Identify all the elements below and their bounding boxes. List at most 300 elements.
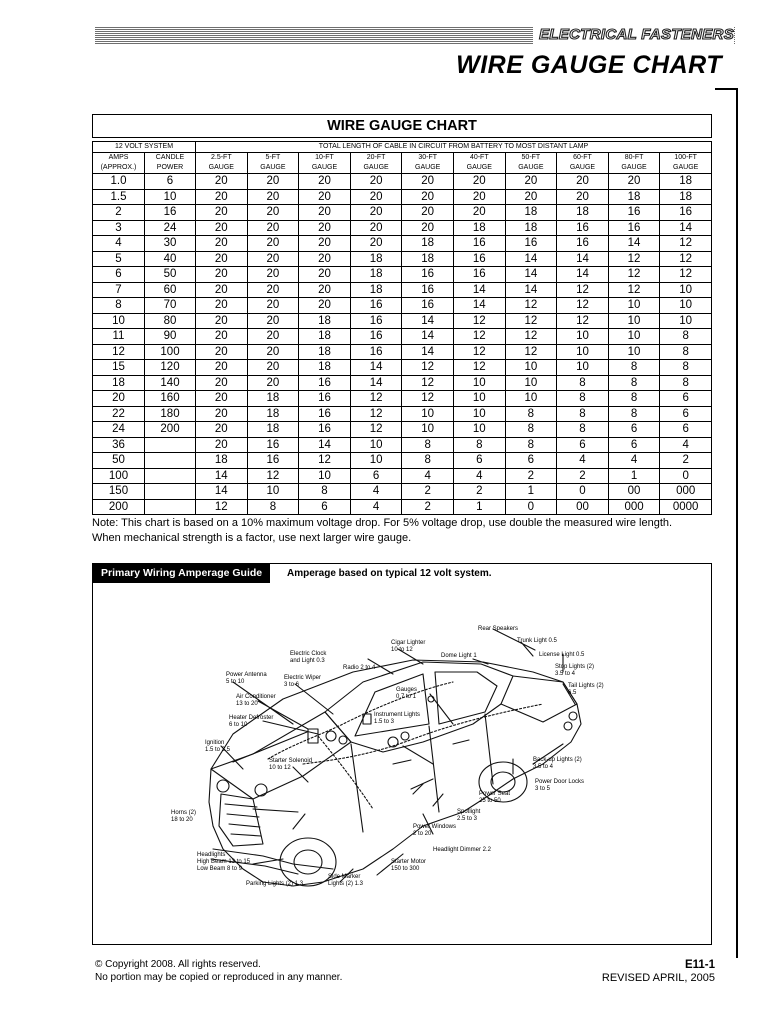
cell-gauge: 18 <box>402 236 454 252</box>
cell-amps: 100 <box>93 468 145 484</box>
cell-gauge: 14 <box>660 220 712 236</box>
cell-candle-power: 80 <box>145 313 196 329</box>
table-row <box>93 422 712 438</box>
cell-gauge: 2 <box>453 484 505 500</box>
cell-gauge: 12 <box>402 375 454 391</box>
cell-amps: 50 <box>93 453 145 469</box>
cell-gauge: 8 <box>660 329 712 345</box>
header-gauge-4: GAUGE <box>402 163 454 174</box>
cell-gauge: 16 <box>299 375 351 391</box>
cell-gauge: 8 <box>247 499 299 515</box>
label-dome-light: Dome Light 1 <box>441 653 477 659</box>
cell-gauge: 12 <box>350 406 402 422</box>
cell-gauge: 20 <box>350 220 402 236</box>
cell-gauge: 14 <box>402 344 454 360</box>
header-row-group <box>93 142 712 153</box>
cell-gauge: 12 <box>402 391 454 407</box>
cell-gauge: 12 <box>196 499 248 515</box>
cell-gauge: 14 <box>453 282 505 298</box>
cell-candle-power <box>145 499 196 515</box>
header-amps: AMPS <box>93 153 145 164</box>
cell-gauge: 10 <box>247 484 299 500</box>
cell-gauge: 20 <box>402 220 454 236</box>
table-row <box>93 267 712 283</box>
label-gauges: Gauges 0.7 to 1 <box>396 687 418 700</box>
cell-candle-power: 160 <box>145 391 196 407</box>
cell-candle-power: 60 <box>145 282 196 298</box>
cell-gauge: 20 <box>247 360 299 376</box>
table-row <box>93 174 712 190</box>
cell-gauge: 20 <box>247 251 299 267</box>
cell-gauge: 20 <box>505 189 557 205</box>
table-row <box>93 437 712 453</box>
table-row <box>93 360 712 376</box>
cell-gauge: 12 <box>505 329 557 345</box>
note-line-1: Note: This chart is based on a 10% maximum voltage drop. For 5% voltage drop, use double the measured wire length. <box>92 517 673 529</box>
label-tail-lights: Tail Lights (2) 6.5 <box>568 683 604 696</box>
cell-gauge: 20 <box>247 375 299 391</box>
cell-gauge: 20 <box>247 236 299 252</box>
cell-gauge: 20 <box>402 205 454 221</box>
cell-gauge: 20 <box>299 282 351 298</box>
cell-gauge: 10 <box>608 329 660 345</box>
margin-rule-vertical <box>736 88 738 958</box>
cell-gauge: 18 <box>350 251 402 267</box>
cell-gauge: 00 <box>608 484 660 500</box>
cell-gauge: 20 <box>196 437 248 453</box>
cell-gauge: 16 <box>299 422 351 438</box>
cell-gauge: 20 <box>402 174 454 190</box>
cell-gauge: 20 <box>299 298 351 314</box>
cell-gauge: 0 <box>557 484 609 500</box>
cell-gauge: 18 <box>505 205 557 221</box>
header-gauge-5: GAUGE <box>453 163 505 174</box>
header-row-2 <box>93 163 712 174</box>
cell-gauge: 8 <box>453 437 505 453</box>
header-length-6: 50-FT <box>505 153 557 164</box>
cell-gauge: 20 <box>350 236 402 252</box>
revised-date: REVISED APRIL, 2005 <box>601 972 715 984</box>
header-gauge-8: GAUGE <box>608 163 660 174</box>
cell-candle-power: 180 <box>145 406 196 422</box>
cell-gauge: 16 <box>660 205 712 221</box>
cell-gauge: 12 <box>453 329 505 345</box>
cell-gauge: 16 <box>453 251 505 267</box>
label-electric-wiper: Electric Wiper 3 to 6 <box>284 675 322 688</box>
cell-gauge: 18 <box>557 205 609 221</box>
cell-gauge: 20 <box>247 267 299 283</box>
cell-gauge: 10 <box>453 375 505 391</box>
cell-amps: 6 <box>93 267 145 283</box>
label-stop-lights: Stop Lights (2) 3.5 to 4 <box>555 664 595 677</box>
cell-gauge: 6 <box>557 437 609 453</box>
cell-gauge: 14 <box>505 251 557 267</box>
table-row <box>93 251 712 267</box>
cell-gauge: 16 <box>350 329 402 345</box>
cell-gauge: 20 <box>557 189 609 205</box>
header-length-3: 20-FT <box>350 153 402 164</box>
cell-amps: 2 <box>93 205 145 221</box>
cell-gauge: 14 <box>350 375 402 391</box>
cell-gauge: 2 <box>402 484 454 500</box>
table-row <box>93 189 712 205</box>
cell-candle-power: 140 <box>145 375 196 391</box>
cell-gauge: 1 <box>453 499 505 515</box>
copy-notice: No portion may be copied or reproduced in any manner. <box>95 971 343 983</box>
cell-gauge: 2 <box>505 468 557 484</box>
cell-gauge: 16 <box>608 220 660 236</box>
cell-candle-power: 200 <box>145 422 196 438</box>
cell-gauge: 18 <box>299 360 351 376</box>
cell-gauge: 20 <box>247 298 299 314</box>
cell-candle-power: 120 <box>145 360 196 376</box>
table-row <box>93 391 712 407</box>
cell-gauge: 12 <box>505 344 557 360</box>
cell-gauge: 16 <box>505 236 557 252</box>
cell-gauge: 14 <box>350 360 402 376</box>
cell-gauge: 18 <box>350 282 402 298</box>
cell-amps: 15 <box>93 360 145 376</box>
cell-gauge: 000 <box>660 484 712 500</box>
cell-gauge: 8 <box>557 391 609 407</box>
cell-amps: 20 <box>93 391 145 407</box>
cell-gauge: 2 <box>660 453 712 469</box>
cell-gauge: 10 <box>557 344 609 360</box>
cell-gauge: 18 <box>402 251 454 267</box>
cell-gauge: 20 <box>247 344 299 360</box>
label-horns: Horns (2) 18 to 20 <box>171 810 197 823</box>
label-parking-lights: Parking Lights (2) 1.3 <box>246 881 304 887</box>
header-candle: CANDLE <box>145 153 196 164</box>
header-length-5: 40-FT <box>453 153 505 164</box>
cell-gauge: 20 <box>196 406 248 422</box>
cell-gauge: 18 <box>453 220 505 236</box>
cell-gauge: 00 <box>557 499 609 515</box>
cell-candle-power <box>145 484 196 500</box>
cell-gauge: 20 <box>299 174 351 190</box>
cell-gauge: 20 <box>196 282 248 298</box>
chart-title: WIRE GAUGE CHART <box>92 114 712 138</box>
cell-candle-power <box>145 437 196 453</box>
label-license-light: License Light 0.5 <box>539 652 585 658</box>
cell-gauge: 4 <box>402 468 454 484</box>
cell-gauge: 12 <box>350 391 402 407</box>
cell-gauge: 6 <box>660 406 712 422</box>
cell-gauge: 20 <box>299 267 351 283</box>
cell-amps: 18 <box>93 375 145 391</box>
cell-gauge: 8 <box>660 360 712 376</box>
cell-gauge: 10 <box>505 391 557 407</box>
cell-gauge: 18 <box>247 406 299 422</box>
cell-gauge: 4 <box>608 453 660 469</box>
cell-gauge: 20 <box>505 174 557 190</box>
cell-gauge: 6 <box>505 453 557 469</box>
cell-gauge: 16 <box>402 282 454 298</box>
cell-gauge: 14 <box>299 437 351 453</box>
label-starter-solenoid: Starter Solenoid 10 to 12 <box>269 758 313 771</box>
cell-gauge: 20 <box>299 236 351 252</box>
cell-amps: 8 <box>93 298 145 314</box>
cell-gauge: 18 <box>247 391 299 407</box>
cell-gauge: 8 <box>557 422 609 438</box>
cell-gauge: 14 <box>557 267 609 283</box>
cell-gauge: 18 <box>247 422 299 438</box>
cell-gauge: 14 <box>402 329 454 345</box>
header-length-0: 2.5-FT <box>196 153 248 164</box>
cell-gauge: 4 <box>453 468 505 484</box>
cell-gauge: 10 <box>660 313 712 329</box>
cell-gauge: 12 <box>453 360 505 376</box>
page-number: E11-1 <box>684 959 715 971</box>
cell-gauge: 16 <box>350 344 402 360</box>
cell-gauge: 10 <box>608 344 660 360</box>
header-12-volt-system: 12 VOLT SYSTEM <box>93 142 196 153</box>
cell-amps: 10 <box>93 313 145 329</box>
cell-gauge: 0 <box>660 468 712 484</box>
cell-gauge: 2 <box>557 468 609 484</box>
gauge-table-body <box>93 142 712 515</box>
header-gauge-1: GAUGE <box>247 163 299 174</box>
table-row <box>93 236 712 252</box>
cell-candle-power: 50 <box>145 267 196 283</box>
cell-gauge: 4 <box>350 499 402 515</box>
cell-gauge: 12 <box>557 298 609 314</box>
cell-gauge: 6 <box>608 437 660 453</box>
wiring-guide-description: Amperage based on typical 12 volt system. <box>287 568 492 579</box>
cell-gauge: 12 <box>608 282 660 298</box>
label-electric-clock: Electric Clock and Light 0.3 <box>290 651 327 664</box>
label-power-door-locks: Power Door Locks 3 to 5 <box>535 779 585 792</box>
cell-gauge: 8 <box>608 391 660 407</box>
cell-gauge: 14 <box>557 251 609 267</box>
cell-gauge: 16 <box>557 220 609 236</box>
cell-gauge: 14 <box>402 313 454 329</box>
cell-gauge: 16 <box>453 267 505 283</box>
chart-note <box>92 516 722 545</box>
cell-gauge: 20 <box>402 189 454 205</box>
cell-candle-power <box>145 453 196 469</box>
cell-candle-power: 24 <box>145 220 196 236</box>
cell-candle-power: 16 <box>145 205 196 221</box>
page-title: WIRE GAUGE CHART <box>456 51 722 79</box>
cell-gauge: 20 <box>453 205 505 221</box>
cell-gauge: 10 <box>453 406 505 422</box>
cell-gauge: 4 <box>350 484 402 500</box>
margin-rule-horizontal <box>715 88 738 90</box>
cell-candle-power: 10 <box>145 189 196 205</box>
cell-gauge: 10 <box>660 298 712 314</box>
cell-gauge: 12 <box>453 344 505 360</box>
cell-gauge: 16 <box>453 236 505 252</box>
cell-gauge: 4 <box>557 453 609 469</box>
cell-amps: 5 <box>93 251 145 267</box>
cell-gauge: 10 <box>299 468 351 484</box>
cell-gauge: 16 <box>402 267 454 283</box>
label-cigar-lighter: Cigar Lighter 10 to 12 <box>391 640 426 653</box>
label-rear-speakers: Rear Speakers <box>478 626 519 632</box>
table-row <box>93 313 712 329</box>
label-power-windows: Power Windows 2 to 20 <box>413 824 457 837</box>
cell-gauge: 20 <box>196 375 248 391</box>
cell-gauge: 8 <box>505 422 557 438</box>
cell-candle-power: 6 <box>145 174 196 190</box>
cell-gauge: 18 <box>660 174 712 190</box>
cell-gauge: 16 <box>402 298 454 314</box>
cell-gauge: 20 <box>196 313 248 329</box>
table-row <box>93 453 712 469</box>
header-length-9: 100-FT <box>660 153 712 164</box>
cell-gauge: 20 <box>196 189 248 205</box>
cell-gauge: 6 <box>608 422 660 438</box>
table-row <box>93 298 712 314</box>
table-row <box>93 406 712 422</box>
cell-gauge: 8 <box>660 375 712 391</box>
cell-gauge: 6 <box>660 391 712 407</box>
cell-gauge: 20 <box>196 391 248 407</box>
cell-gauge: 10 <box>608 298 660 314</box>
cell-gauge: 10 <box>350 437 402 453</box>
label-instrument-lights: Instrument Lights 1.5 to 3 <box>374 712 421 725</box>
cell-gauge: 6 <box>299 499 351 515</box>
cell-gauge: 18 <box>505 220 557 236</box>
cell-gauge: 10 <box>402 406 454 422</box>
header-length-2: 10-FT <box>299 153 351 164</box>
cell-amps: 22 <box>93 406 145 422</box>
table-row <box>93 484 712 500</box>
cell-amps: 150 <box>93 484 145 500</box>
cell-amps: 4 <box>93 236 145 252</box>
cell-gauge: 16 <box>557 236 609 252</box>
cell-gauge: 12 <box>453 313 505 329</box>
cell-gauge: 20 <box>247 282 299 298</box>
cell-gauge: 18 <box>299 329 351 345</box>
cell-gauge: 14 <box>505 282 557 298</box>
cell-gauge: 20 <box>196 267 248 283</box>
cell-gauge: 12 <box>350 422 402 438</box>
cell-gauge: 20 <box>196 251 248 267</box>
cell-gauge: 10 <box>608 313 660 329</box>
cell-candle-power: 30 <box>145 236 196 252</box>
cell-gauge: 8 <box>402 437 454 453</box>
cell-gauge: 20 <box>247 205 299 221</box>
cell-gauge: 18 <box>608 189 660 205</box>
cell-gauge: 20 <box>453 189 505 205</box>
cell-gauge: 20 <box>196 298 248 314</box>
cell-gauge: 8 <box>557 375 609 391</box>
cell-gauge: 0 <box>505 499 557 515</box>
cell-gauge: 12 <box>402 360 454 376</box>
cell-gauge: 16 <box>299 406 351 422</box>
label-air-conditioner: Air Conditioner 13 to 20 <box>236 694 276 707</box>
copyright-text: © Copyright 2008. All rights reserved. <box>95 959 261 970</box>
cell-candle-power: 70 <box>145 298 196 314</box>
cell-gauge: 14 <box>196 484 248 500</box>
cell-candle-power: 90 <box>145 329 196 345</box>
table-row <box>93 499 712 515</box>
cell-gauge: 20 <box>350 205 402 221</box>
cell-gauge: 16 <box>350 313 402 329</box>
cell-gauge: 20 <box>299 189 351 205</box>
cell-gauge: 14 <box>196 468 248 484</box>
cell-gauge: 8 <box>299 484 351 500</box>
cell-gauge: 12 <box>660 267 712 283</box>
section-title: ELECTRICAL FASTENERS <box>533 26 734 44</box>
table-row <box>93 375 712 391</box>
cell-gauge: 12 <box>608 267 660 283</box>
cell-gauge: 20 <box>196 360 248 376</box>
cell-amps: 24 <box>93 422 145 438</box>
cell-gauge: 10 <box>505 360 557 376</box>
cell-gauge: 20 <box>196 220 248 236</box>
cell-gauge: 12 <box>660 251 712 267</box>
header-gauge-0: GAUGE <box>196 163 248 174</box>
header-gauge-9: GAUGE <box>660 163 712 174</box>
cell-gauge: 8 <box>608 406 660 422</box>
table-row <box>93 468 712 484</box>
label-side-marker-lights: Side Marker Lights (2) 1.3 <box>328 874 364 887</box>
cell-gauge: 6 <box>660 422 712 438</box>
cell-gauge: 16 <box>247 437 299 453</box>
cell-gauge: 12 <box>557 313 609 329</box>
cell-gauge: 1 <box>505 484 557 500</box>
cell-gauge: 20 <box>299 220 351 236</box>
label-starter-motor: Starter Motor 150 to 300 <box>391 859 427 872</box>
cell-gauge: 20 <box>557 174 609 190</box>
cell-gauge: 10 <box>350 453 402 469</box>
cell-gauge: 10 <box>557 329 609 345</box>
cell-amps: 1.5 <box>93 189 145 205</box>
cell-gauge: 10 <box>505 375 557 391</box>
cell-amps: 7 <box>93 282 145 298</box>
cell-gauge: 6 <box>350 468 402 484</box>
cell-gauge: 8 <box>557 406 609 422</box>
cell-gauge: 14 <box>505 267 557 283</box>
header-amps-approx: (APPROX.) <box>93 163 145 174</box>
cell-gauge: 20 <box>247 313 299 329</box>
cell-gauge: 18 <box>299 344 351 360</box>
label-headlight-dimmer: Headlight Dimmer 2.2 <box>433 847 492 853</box>
cell-gauge: 000 <box>608 499 660 515</box>
cell-gauge: 18 <box>660 189 712 205</box>
cell-gauge: 12 <box>505 298 557 314</box>
label-trunk-light: Trunk Light 0.5 <box>517 638 557 644</box>
cell-gauge: 6 <box>453 453 505 469</box>
copyright-block <box>95 959 342 984</box>
cell-gauge: 20 <box>299 205 351 221</box>
label-spotlight: Spotlight 2.5 to 3 <box>457 809 481 822</box>
cell-gauge: 10 <box>453 422 505 438</box>
table-row <box>93 282 712 298</box>
cell-gauge: 8 <box>608 360 660 376</box>
cell-gauge: 12 <box>660 236 712 252</box>
header-length-4: 30-FT <box>402 153 454 164</box>
header-gauge-2: GAUGE <box>299 163 351 174</box>
cell-amps: 12 <box>93 344 145 360</box>
table-row <box>93 344 712 360</box>
header-length-8: 80-FT <box>608 153 660 164</box>
cell-gauge: 20 <box>350 189 402 205</box>
cell-amps: 200 <box>93 499 145 515</box>
cell-gauge: 16 <box>299 391 351 407</box>
header-row-1 <box>93 153 712 164</box>
table-row <box>93 329 712 345</box>
wiring-guide-panel <box>92 563 712 945</box>
cell-gauge: 20 <box>453 174 505 190</box>
note-line-2: When mechanical strength is a factor, use next larger wire gauge. <box>92 531 412 544</box>
cell-gauge: 12 <box>505 313 557 329</box>
cell-gauge: 8 <box>660 344 712 360</box>
cell-gauge: 8 <box>608 375 660 391</box>
